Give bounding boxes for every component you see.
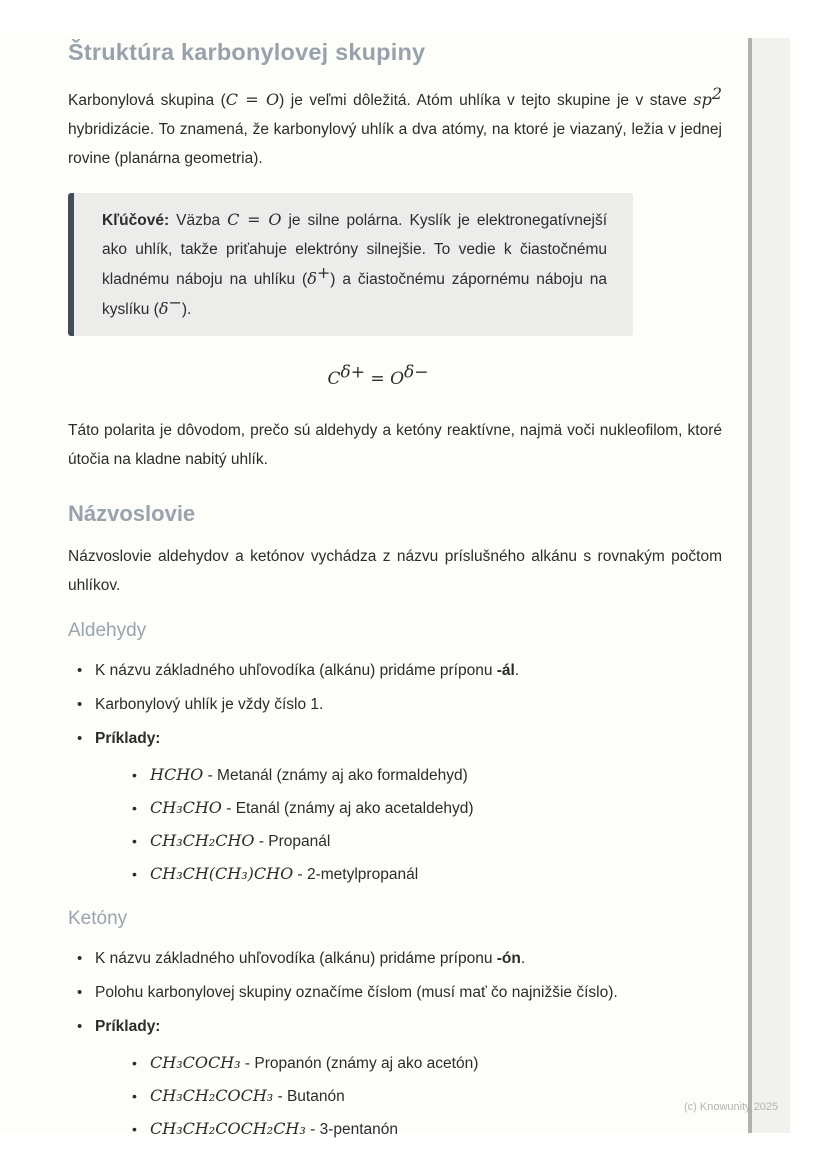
list-item: • Karbonylový uhlík je vždy číslo 1. — [68, 692, 722, 718]
aldehyde-examples-list — [123, 762, 722, 888]
paragraph-carbonyl-intro: Karbonylová skupina (C = O) je veľmi dôležitá. Atóm uhlíka v tejto skupine je v stave $sp^2$ hybridizácie. To znamená, že karbonylový uhlík a dva atómy, na ktoré je viazaný, ležia v jednej rovine (planárna geometria). — [68, 83, 722, 167]
list-item: • CH₃CH₂CHO - Propanál — [123, 828, 722, 855]
document-content — [68, 37, 722, 1143]
list-item: • CH₃CHO - Etanál (známy aj ako acetaldehyd) — [123, 795, 722, 822]
aldehyde-rules-list — [68, 658, 722, 888]
list-item-label: Príklady: — [95, 730, 161, 747]
subsection-title-aldehydes: Aldehydy — [68, 620, 147, 641]
document-page — [0, 33, 792, 1138]
list-item-label: Príklady: — [95, 1018, 161, 1035]
section-title-nomenclature: Názvoslovie — [68, 501, 196, 526]
paragraph-nomenclature-intro: Názvoslovie aldehydov a ketónov vychádza z názvu príslušného alkánu s rovnakým počtom uhlíkov. — [68, 548, 722, 594]
polarity-formula: $C^{\delta+} = O^{\delta-}$ — [327, 362, 429, 389]
watermark: (c) Knowunity 2025 — [684, 1101, 779, 1113]
list-item: • CH₃COCH₃ - Propanón (známy aj ako acetón) — [123, 1050, 722, 1077]
list-item: • CH₃CH₂COCH₃ - Butanón — [123, 1083, 722, 1110]
list-item: • CH₃CH₂COCH₂CH₃ - 3-pentanón — [123, 1116, 722, 1143]
list-item: • K názvu základného uhľovodíka (alkánu) pridáme príponu -ón. — [68, 946, 722, 972]
list-item: • K názvu základného uhľovodíka (alkánu) pridáme príponu -ál. — [68, 658, 722, 684]
list-item: • HCHO - Metanál (známy aj ako formaldehyd) — [123, 762, 722, 789]
section-title-structure: Štruktúra karbonylovej skupiny — [68, 39, 426, 65]
list-item: • Polohu karbonylovej skupiny označíme číslom (musí mať čo najnižšie číslo). — [68, 980, 722, 1006]
key-point-text: Kľúčové: Väzba C = O je silne polárna. Kyslík je elektronegatívnejší ako uhlík, takže priťahuje elektróny silnejšie. To vedie k čiastočnému kladnému náboju na uhlíku (δ+) a čiastočnému zápornému náboju na kyslíku (δ−). — [102, 210, 608, 318]
ketone-examples-list — [123, 1050, 722, 1143]
subsection-title-ketones: Ketóny — [68, 908, 128, 929]
page-right-edge-bar — [748, 38, 790, 1133]
list-item: • CH₃CH(CH₃)CHO - 2-metylpropanál — [123, 861, 722, 888]
list-item — [68, 1014, 722, 1143]
paragraph-polarity-note: Táto polarita je dôvodom, prečo sú aldehydy a ketóny reaktívne, najmä voči nukleofilom, ktoré útočia na kladne nabitý uhlík. — [68, 422, 722, 468]
list-item — [68, 726, 722, 888]
ketone-rules-list — [68, 946, 722, 1143]
key-point-callout — [68, 193, 633, 336]
